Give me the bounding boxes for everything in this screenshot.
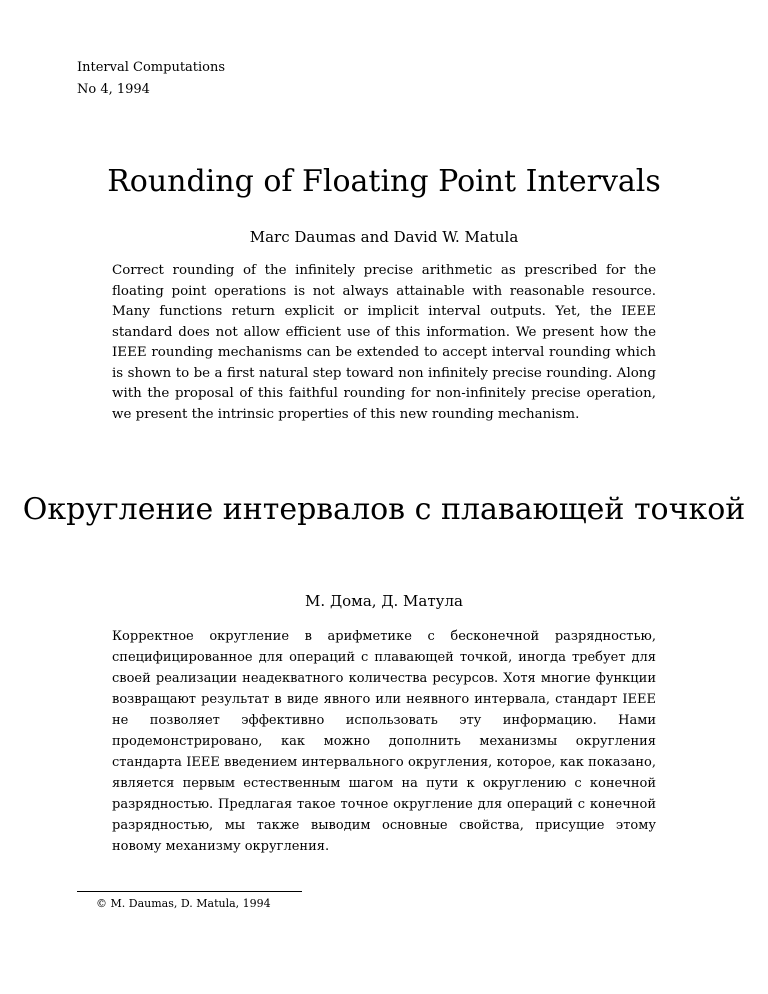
paper-title-english: Rounding of Floating Point Intervals (107, 164, 661, 199)
paper-title-russian: Округление интервалов с плавающей точкой (22, 492, 746, 527)
footnote-divider (77, 891, 302, 892)
authors-english: Marc Daumas and David W. Matula (249, 228, 519, 246)
abstract-russian: Корректное округление в арифметике с бесконечной разрядностью, специфицированное для операций с плавающей точкой, иногда требует для своей реализации неадекватного количества ресурсов. Хотя многие функции возвращают результат в виде явного или неявного интервала, стандарт IEEE не позволяет эффективно использовать эту информацию. Нами продемонстрировано, как можно дополнить механизмы округления стандарта IEEE введением интервального округления, которое, как показано, является первым естественным шагом на пути к округлению с конечной разрядностью. Предлагая такое точное округление для операций с конечной разрядностью, мы также выводим основные свойства, присущие этому новому механизму округления. (112, 629, 656, 854)
journal-header (77, 57, 225, 101)
authors-russian: М. Дома, Д. Матула (305, 592, 463, 610)
journal-issue: No 4, 1994 (77, 82, 150, 97)
journal-name: Interval Computations (77, 60, 226, 75)
copyright-footnote: © M. Daumas, D. Matula, 1994 (96, 897, 271, 910)
abstract-english: Correct rounding of the infinitely precise arithmetic as prescribed for the floating point operations is not always attainable with reasonable resource. Many functions return explicit or implicit interval outputs. Yet, the IEEE standard does not allow efficient use of this information. We present how the IEEE rounding mechanisms can be extended to accept interval rounding which is shown to be a first natural step toward non infinitely precise rounding. Along with the proposal of this faithful rounding for non-infinitely precise operation, we present the intrinsic properties of this new rounding mechanism. (112, 263, 656, 422)
